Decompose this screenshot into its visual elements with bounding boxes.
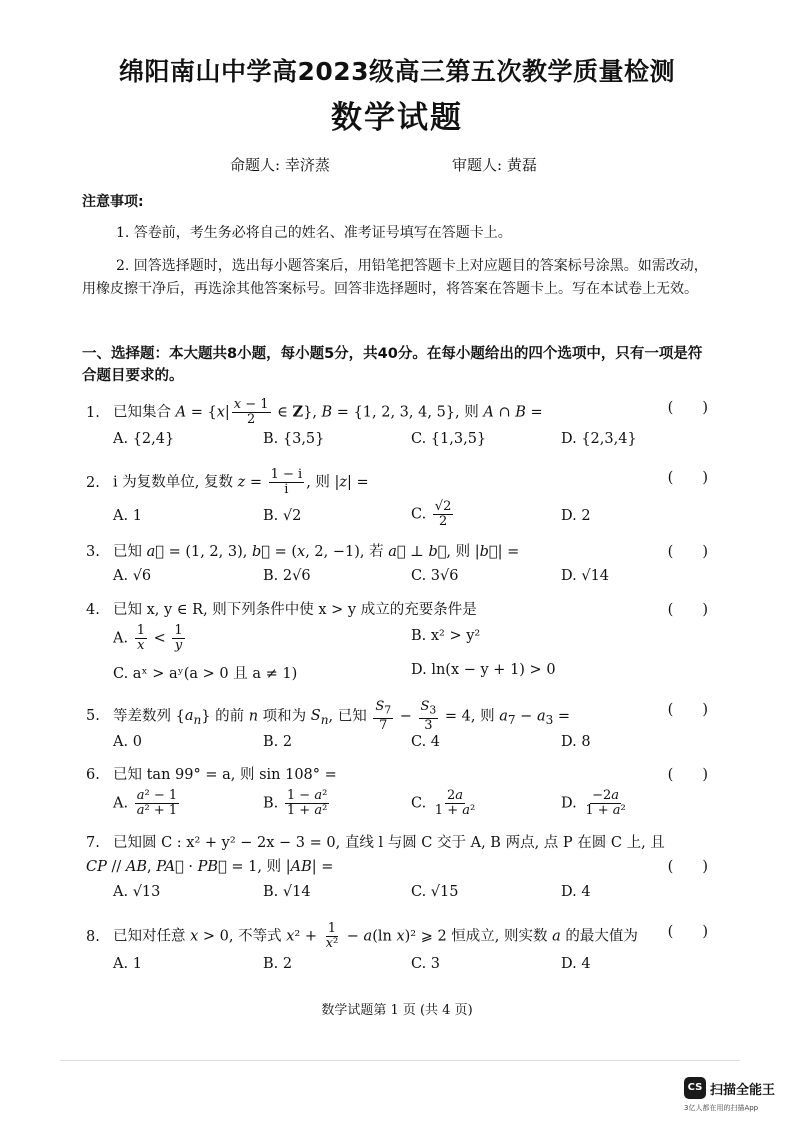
section-heading: 一、选择题：本大题共8小题，每小题5分，共40分。在每小题给出的四个选项中，只有一项是符合题目要求的。 (82, 346, 703, 384)
q7-option-b: B. √14 (263, 884, 311, 900)
q1-option-b: B. {3,5} (263, 431, 325, 447)
q5-option-b: B. 2 (263, 734, 293, 750)
watermark-tagline: 3亿人都在用的扫描App (684, 1104, 759, 1112)
divider (60, 1060, 740, 1061)
camscanner-logo-icon: CS (684, 1077, 706, 1099)
q8-option-a: A. 1 (113, 956, 142, 972)
notice-heading: 注意事项: (82, 194, 144, 210)
answer-paren: ( ) (667, 767, 708, 783)
q6-option-c: C. $\frac{2a}{\text{1 + a²}}$ (411, 788, 476, 818)
scanner-watermark (684, 1077, 792, 1119)
q4-option-b: B. x² > y² (411, 628, 481, 644)
q8-option-d: D. 4 (561, 956, 591, 972)
page-footer: 数学试题第 1 页 (共 4 页) (321, 1003, 473, 1018)
question-4: 4. 已知 x, y ∈ R, 则下列条件中使 x > y 成立的充要条件是 ( ) (86, 602, 708, 618)
q3-option-b: B. 2√6 (263, 568, 311, 584)
q8-option-b: B. 2 (263, 956, 293, 972)
q2-option-a: A. 1 (113, 508, 142, 524)
q2-option-b: B. √2 (263, 508, 302, 524)
answer-paren: ( ) (667, 602, 708, 618)
q5-option-d: D. 8 (561, 734, 591, 750)
q2-option-d: D. 2 (561, 508, 591, 524)
question-2: 2. i 为复数单位, 复数 z = $\frac{1 - i}{i}$ , 则 |z| = ( ) (86, 467, 708, 497)
q8-option-c: C. 3 (411, 956, 441, 972)
q4-option-a: A. $\frac{1}{x}$ < $\frac{1}{y}$ (113, 623, 183, 653)
exam-subtitle: 数学试题 (331, 100, 463, 136)
q6-option-a: A. $\frac{\text{a² − 1}}{\text{a² + 1}}$ (113, 788, 178, 818)
watermark-name: 扫描全能王 (710, 1083, 776, 1098)
answer-paren: ( ) (667, 400, 708, 416)
question-8: 8. 已知对任意 x > 0, 不等式 x² + $\frac{1}{\text{x²}}$ − a(ln x)² ⩾ 2 恒成立, 则实数 a 的最大值为 ( ) (86, 921, 708, 951)
q6-option-b: B. $\frac{\text{1 − a²}}{\text{1 + a²}}$ (263, 788, 328, 818)
q7-option-a: A. √13 (113, 884, 161, 900)
q5-option-c: C. 4 (411, 734, 441, 750)
answer-paren: ( ) (667, 702, 708, 718)
notice-item-1: 1. 答卷前，考生务必将自己的姓名、准考证号填写在答题卡上。 (116, 225, 512, 241)
question-6: 6. 已知 tan 99° = a, 则 sin 108° = ( ) (86, 767, 708, 783)
q3-option-d: D. √14 (561, 568, 610, 584)
exam-title: 绵阳南山中学高2023级高三第五次教学质量检测 (118, 57, 676, 86)
q7-option-d: D. 4 (561, 884, 591, 900)
question-7: 7. 已知圆 C : x² + y² − 2x − 3 = 0, 直线 l 与圆 C 交于 A, B 两点, 点 P 在圆 C 上, 且 (86, 835, 665, 851)
q1-option-c: C. {1,3,5} (411, 431, 487, 447)
answer-paren: ( ) (667, 859, 708, 875)
notice-item-2: 2. 回答选择题时，选出每小题答案后，用铅笔把答题卡上对应题目的答案标号涂黑。如需改动，用橡皮擦干净后，再选涂其他答案标号。回答非选择题时，将答案在答题卡上。写在本试卷上无效。 (82, 258, 708, 297)
question-7-line2: CP // AB, PA⃗ · PB⃗ = 1, 则 |AB| = ( ) (86, 859, 708, 875)
question-1: 1. 已知集合 A = {x| $\frac{x - 1}{2}$ ∈ Z}, B = {1, 2, 3, 4, 5}, 则 A ∩ B = ( ) (86, 397, 708, 427)
q3-option-c: C. 3√6 (411, 568, 459, 584)
q2-option-c: C. $\frac{√2}{2}$ (411, 499, 452, 529)
q6-option-d: D. $\frac{-2a}{\text{1 + a²}}$ (561, 788, 626, 818)
q1-option-a: A. {2,4} (113, 431, 175, 447)
q4-option-d: D. ln(x − y + 1) > 0 (411, 662, 556, 678)
answer-paren: ( ) (667, 544, 708, 560)
reviewer: 审题人: 黄磊 (452, 156, 537, 174)
answer-paren: ( ) (667, 924, 708, 940)
q4-option-c: C. aˣ > aʸ(a > 0 且 a ≠ 1) (113, 666, 298, 682)
author: 命题人: 幸济蒸 (230, 156, 330, 174)
q5-option-a: A. 0 (113, 734, 142, 750)
answer-paren: ( ) (667, 470, 708, 486)
question-3: 3. 已知 a⃗ = (1, 2, 3), b⃗ = (x, 2, −1), 若 a⃗ ⊥ b⃗, 则 |b⃗| = ( ) (86, 544, 708, 560)
question-5: 5. 等差数列 $\{a_n\}$ 的前 n 项和为 $S_n$, 已知 $\frac{S_7}{7}$ − $\frac{S_3}{3}$ = 4, 则 $a_7 - a_3$ = ( ) (86, 699, 708, 733)
q7-option-c: C. √15 (411, 884, 459, 900)
q3-option-a: A. √6 (113, 568, 152, 584)
q1-option-d: D. {2,3,4} (561, 431, 637, 447)
